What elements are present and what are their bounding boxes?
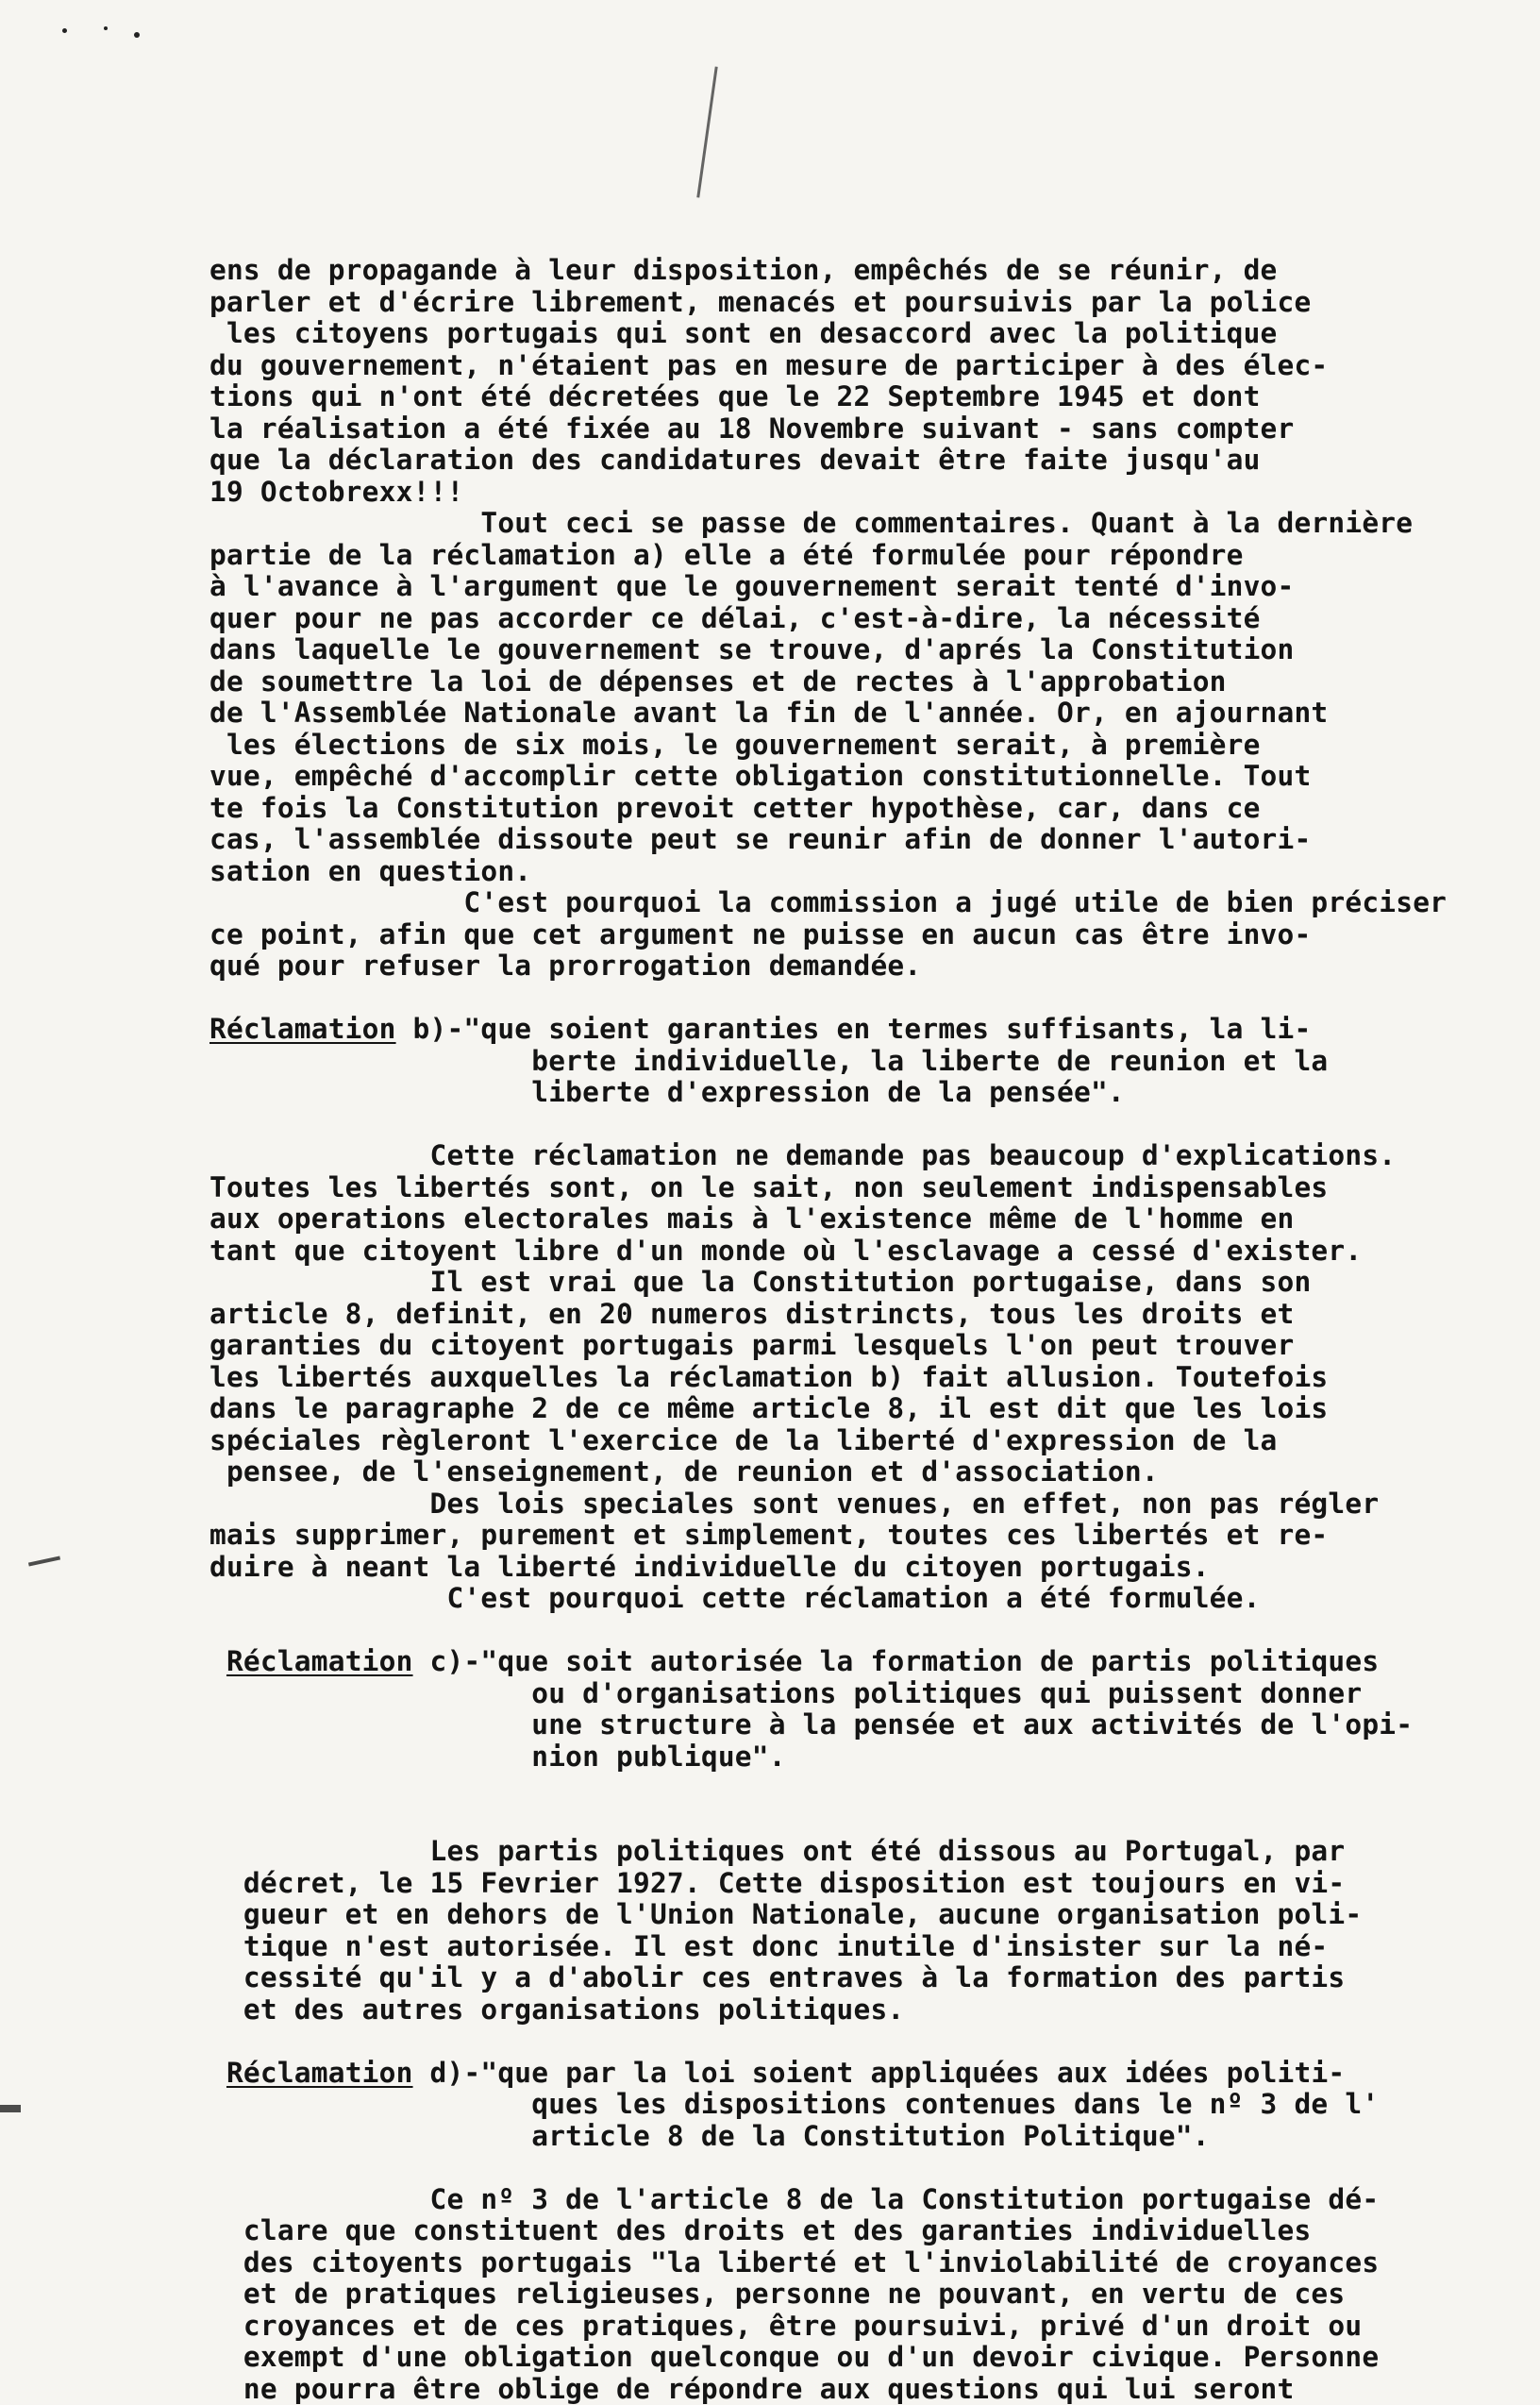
text-line: tique n'est autorisée. Il est donc inutile d'insister sur la né- — [209, 1931, 1485, 1963]
paragraph-gap — [209, 1773, 1485, 1805]
text-line: Réclamation c)-"que soit autorisée la formation de partis politiques — [209, 1646, 1485, 1678]
text-line: ne pourra être oblige de répondre aux questions qui lui seront — [209, 2374, 1485, 2405]
text-line: nion publique". — [209, 1741, 1485, 1774]
text-line: et des autres organisations politiques. — [209, 1994, 1485, 2027]
text-line: exempt d'une obligation quelconque ou d'un devoir civique. Personne — [209, 2342, 1485, 2374]
text-line: tant que citoyent libre d'un monde où l'esclavage a cessé d'exister. — [209, 1236, 1485, 1268]
text-line: C'est pourquoi cette réclamation a été formulée. — [209, 1583, 1485, 1615]
text-line: et de pratiques religieuses, personne ne pouvant, en vertu de ces — [209, 2279, 1485, 2311]
pen-stroke-mark — [696, 66, 717, 197]
text-line: liberte d'expression de la pensée". — [209, 1077, 1485, 1109]
text-line: à l'avance à l'argument que le gouvernement serait tenté d'invo- — [209, 571, 1485, 603]
text-line: gueur et en dehors de l'Union Nationale, aucune organisation poli- — [209, 1899, 1485, 1931]
paragraph-gap — [209, 2152, 1485, 2184]
text-line: les libertés auxquelles la réclamation b) fait allusion. Toutefois — [209, 1362, 1485, 1394]
text-line: garanties du citoyent portugais parmi lesquels l'on peut trouver — [209, 1330, 1485, 1362]
text-line: partie de la réclamation a) elle a été formulée pour répondre — [209, 540, 1485, 572]
text-line: une structure à la pensée et aux activités de l'opi- — [209, 1709, 1485, 1741]
text-line: tions qui n'ont été décretées que le 22 Septembre 1945 et dont — [209, 381, 1485, 413]
paragraph-gap — [209, 1805, 1485, 1837]
ink-speck — [104, 26, 108, 30]
ink-speck — [134, 32, 140, 38]
text-line: article 8 de la Constitution Politique". — [209, 2121, 1485, 2153]
section-label: Réclamation — [226, 1645, 413, 1677]
text-line: les citoyens portugais qui sont en desaccord avec la politique — [209, 318, 1485, 350]
text-line: mais supprimer, purement et simplement, toutes ces libertés et re- — [209, 1520, 1485, 1552]
text-line: vue, empêché d'accomplir cette obligation constitutionnelle. Tout — [209, 761, 1485, 793]
text-line: décret, le 15 Fevrier 1927. Cette disposition est toujours en vi- — [209, 1868, 1485, 1900]
text-line: la réalisation a été fixée au 18 Novembre suivant - sans compter — [209, 413, 1485, 446]
text-line: ou d'organisations politiques qui puissent donner — [209, 1678, 1485, 1710]
text-line: de l'Assemblée Nationale avant la fin de l'année. Or, en ajournant — [209, 698, 1485, 730]
text-line: article 8, definit, en 20 numeros distrincts, tous les droits et — [209, 1299, 1485, 1331]
text-line: cessité qu'il y a d'abolir ces entraves à la formation des partis — [209, 1962, 1485, 1994]
text-line: Tout ceci se passe de commentaires. Quant à la dernière — [209, 508, 1485, 540]
text-line: de soumettre la loi de dépenses et de rectes à l'approbation — [209, 666, 1485, 698]
text-line: Cette réclamation ne demande pas beaucoup d'explications. — [209, 1140, 1485, 1172]
text-line: quer pour ne pas accorder ce délai, c'est-à-dire, la nécessité — [209, 603, 1485, 635]
text-line: Ce nº 3 de l'article 8 de la Constitution portugaise dé- — [209, 2184, 1485, 2216]
typed-text-body — [209, 255, 1485, 2405]
text-line: ce point, afin que cet argument ne puisse en aucun cas être invo- — [209, 919, 1485, 951]
text-line: que la déclaration des candidatures devait être faite jusqu'au — [209, 445, 1485, 477]
margin-mark — [0, 2105, 21, 2112]
text-line: C'est pourquoi la commission a jugé utile de bien préciser — [209, 887, 1485, 919]
text-line: duire à neant la liberté individuelle du citoyen portugais. — [209, 1552, 1485, 1584]
ink-speck — [62, 28, 67, 33]
text-line: des citoyents portugais "la liberté et l'inviolabilité de croyances — [209, 2247, 1485, 2279]
paragraph-gap — [209, 1615, 1485, 1647]
text-line: Des lois speciales sont venues, en effet, non pas régler — [209, 1488, 1485, 1521]
section-label: Réclamation — [226, 2057, 413, 2089]
text-line: 19 Octobrexx!!! — [209, 477, 1485, 509]
text-line: berte individuelle, la liberte de reunion et la — [209, 1046, 1485, 1078]
text-line: Il est vrai que la Constitution portugaise, dans son — [209, 1267, 1485, 1299]
paragraph-gap — [209, 1109, 1485, 1141]
paragraph-gap — [209, 983, 1485, 1015]
text-line: ques les dispositions contenues dans le nº 3 de l' — [209, 2089, 1485, 2121]
text-line: du gouvernement, n'étaient pas en mesure de participer à des élec- — [209, 350, 1485, 382]
text-line: Toutes les libertés sont, on le sait, non seulement indispensables — [209, 1172, 1485, 1204]
text-line: sation en question. — [209, 856, 1485, 888]
text-line: spéciales règleront l'exercice de la liberté d'expression de la — [209, 1425, 1485, 1457]
text-line: croyances et de ces pratiques, être poursuivi, privé d'un droit ou — [209, 2311, 1485, 2343]
text-line: clare que constituent des droits et des garanties individuelles — [209, 2215, 1485, 2247]
text-line: Réclamation b)-"que soient garanties en termes suffisants, la li- — [209, 1014, 1485, 1046]
text-line: Les partis politiques ont été dissous au Portugal, par — [209, 1836, 1485, 1868]
margin-mark — [28, 1556, 60, 1567]
text-line: les élections de six mois, le gouvernement serait, à première — [209, 730, 1485, 762]
section-label: Réclamation — [209, 1013, 396, 1045]
text-line: ens de propagande à leur disposition, empêchés de se réunir, de — [209, 255, 1485, 287]
text-line: pensee, de l'enseignement, de reunion et d'association. — [209, 1456, 1485, 1488]
text-line: Réclamation d)-"que par la loi soient appliquées aux idées politi- — [209, 2058, 1485, 2090]
text-line: cas, l'assemblée dissoute peut se reunir afin de donner l'autori- — [209, 824, 1485, 856]
text-line: qué pour refuser la prorrogation demandée. — [209, 950, 1485, 983]
text-line: dans le paragraphe 2 de ce même article 8, il est dit que les lois — [209, 1393, 1485, 1425]
text-line: parler et d'écrire librement, menacés et poursuivis par la police — [209, 287, 1485, 319]
paragraph-gap — [209, 2026, 1485, 2058]
text-line: te fois la Constitution prevoit cetter hypothèse, car, dans ce — [209, 793, 1485, 825]
text-line: aux operations electorales mais à l'existence même de l'homme en — [209, 1203, 1485, 1236]
text-line: dans laquelle le gouvernement se trouve, d'aprés la Constitution — [209, 634, 1485, 666]
